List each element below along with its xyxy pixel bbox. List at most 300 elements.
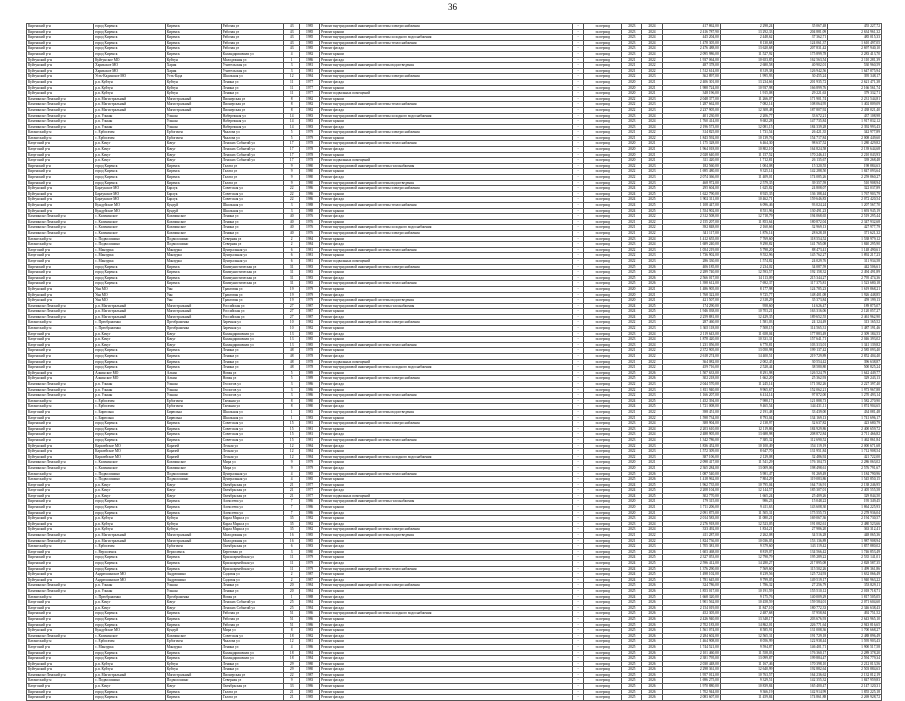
table-cell: 9 325,14 bbox=[720, 169, 774, 175]
table-cell: Советская ул bbox=[221, 437, 284, 443]
table-cell: Новая ул bbox=[221, 594, 284, 600]
table-cell: 1985 bbox=[300, 35, 320, 41]
table-cell: - bbox=[573, 382, 584, 388]
table-cell: за период bbox=[584, 616, 622, 622]
table-cell: за период bbox=[584, 24, 622, 30]
table-cell: за период bbox=[584, 488, 622, 494]
table-cell: за период bbox=[584, 672, 622, 678]
table-cell: Казачинско-Ленский р-н bbox=[27, 588, 94, 594]
table-cell: 7 bbox=[284, 510, 300, 516]
table-cell: 1981 bbox=[300, 421, 320, 427]
table-cell: 174 290,00 bbox=[662, 303, 720, 309]
table-cell: Улькан bbox=[165, 393, 221, 399]
table-cell: за период bbox=[584, 594, 622, 600]
table-cell: 30 455,24 bbox=[774, 74, 828, 80]
table-cell: Качугский р-н bbox=[27, 409, 94, 415]
table-cell: 362 897,00 bbox=[662, 74, 720, 80]
table-cell: город Киренск bbox=[94, 566, 166, 572]
table-cell: Казачинско-Ленский р-н bbox=[27, 460, 94, 466]
table-cell: 114 565,31 bbox=[774, 326, 828, 332]
table-cell: Ремонт внутридомовой инженерной системы водоотведения bbox=[320, 533, 573, 539]
table-cell: Андрюшинское МО bbox=[94, 572, 166, 578]
table-cell: 14 862,01 bbox=[720, 622, 774, 628]
table-cell: 2 286 063,02 bbox=[828, 460, 882, 466]
table-cell: 2023 bbox=[642, 326, 662, 332]
table-cell: 1986 bbox=[300, 186, 320, 192]
table-cell: 2022 bbox=[622, 443, 642, 449]
table-cell: за период bbox=[584, 460, 622, 466]
table-cell: за период bbox=[584, 588, 622, 594]
table-cell: 1981 bbox=[300, 68, 320, 74]
table-cell: 2 347 932,68 bbox=[828, 219, 882, 225]
table-cell: - bbox=[573, 186, 584, 192]
table-cell: 1 721 008,00 bbox=[662, 404, 720, 410]
table-cell: Манзурка bbox=[165, 253, 221, 259]
table-cell: Центральная ул bbox=[221, 471, 284, 477]
table-cell: 1985 bbox=[300, 477, 320, 483]
table-cell: Ремонт внутридомовой инженерной системы теплоснабжения bbox=[320, 437, 573, 443]
table-cell: 1 184 790,96 bbox=[828, 471, 882, 477]
table-cell: 8 bbox=[284, 102, 300, 108]
table-cell: 302 770,00 bbox=[662, 493, 720, 499]
table-cell: Набережная ул bbox=[221, 113, 284, 119]
table-cell: с. Манзурка bbox=[94, 258, 166, 264]
table-cell: Рабочая ул bbox=[221, 622, 284, 628]
table-cell: Геологов ул bbox=[221, 393, 284, 399]
table-cell: Ремонт внутридомовой инженерной системы теплоснабжения bbox=[320, 342, 573, 348]
table-cell: Ербогачен bbox=[165, 398, 221, 404]
table-cell: 2021 bbox=[622, 57, 642, 63]
table-cell: за период bbox=[584, 583, 622, 589]
table-cell: 2026 bbox=[642, 588, 662, 594]
table-cell: город Киренск bbox=[94, 29, 166, 35]
table-cell: 131 008,36 bbox=[774, 628, 828, 634]
table-cell: с. Манзурка bbox=[94, 644, 166, 650]
table-cell: 166 899,76 bbox=[774, 85, 828, 91]
table-cell: город Киренск bbox=[94, 689, 166, 695]
table-cell: 2 120 057,27 bbox=[828, 309, 882, 315]
table-cell: 1 574,82 bbox=[720, 258, 774, 264]
table-cell: 1989 bbox=[300, 376, 320, 382]
table-cell: за период bbox=[584, 40, 622, 46]
table-cell: 2 284 602,00 bbox=[662, 633, 720, 639]
table-cell: 2021 bbox=[622, 365, 642, 371]
table-cell: 2 400 659,72 bbox=[828, 426, 882, 432]
table-cell: 219 729,89 bbox=[774, 354, 828, 360]
table-cell: Куйтунский р-н bbox=[27, 516, 94, 522]
table-cell: 2 327 053,00 bbox=[662, 555, 720, 561]
table-cell: 1 700 668,27 bbox=[828, 628, 882, 634]
table-cell: - bbox=[573, 57, 584, 63]
table-cell: Ремонт внутридомовой инженерной системы электроснабжения bbox=[320, 583, 573, 589]
table-cell: Ремонт крыши bbox=[320, 549, 573, 555]
table-cell: - bbox=[573, 74, 584, 80]
table-cell: город Киренск bbox=[94, 163, 166, 169]
table-cell: р.п. Качуг bbox=[94, 331, 166, 337]
table-cell: - bbox=[573, 230, 584, 236]
table-cell: Ремонт фасада bbox=[320, 656, 573, 662]
table-cell: Геологов ул bbox=[221, 387, 284, 393]
table-cell: 12 bbox=[284, 639, 300, 645]
table-cell: - bbox=[573, 376, 584, 382]
table-cell: 2025 bbox=[622, 628, 642, 634]
table-cell: - bbox=[573, 147, 584, 153]
table-cell: - bbox=[573, 572, 584, 578]
table-cell: 2 566 017,00 bbox=[662, 275, 720, 281]
table-cell: 2020 bbox=[622, 286, 642, 292]
table-cell: Казачинско-Ленский р-н bbox=[27, 309, 94, 315]
table-cell: Береговая ул bbox=[221, 549, 284, 555]
table-cell: 7 bbox=[284, 499, 300, 505]
table-cell: 3 bbox=[284, 203, 300, 209]
table-cell: за период bbox=[584, 555, 622, 561]
table-cell: 121 888,73 bbox=[774, 398, 828, 404]
table-cell: 142 914,99 bbox=[774, 689, 828, 695]
table-cell: за период bbox=[584, 113, 622, 119]
table-cell: Ремонт крыши bbox=[320, 426, 573, 432]
table-cell: р.п. Куйтун bbox=[94, 527, 166, 533]
table-cell: Ремонт крыши bbox=[320, 169, 573, 175]
table-cell: 2021 bbox=[622, 63, 642, 69]
table-cell: с. Бирюлька bbox=[94, 415, 166, 421]
table-cell: 2026 bbox=[642, 611, 662, 617]
table-cell: Чкалова ул bbox=[221, 135, 284, 141]
table-cell: 2023 bbox=[622, 51, 642, 57]
table-cell: Барлукское МО bbox=[94, 191, 166, 197]
table-cell: 2023 bbox=[622, 342, 642, 348]
table-cell: - bbox=[573, 68, 584, 74]
table-cell: Казачинско-Ленский р-н bbox=[27, 124, 94, 130]
table-cell: 215 344,27 bbox=[774, 275, 828, 281]
table-cell: за период bbox=[584, 281, 622, 287]
table-cell: 147 735,84 bbox=[774, 119, 828, 125]
table-cell: 171 901,74 bbox=[774, 96, 828, 102]
table-cell: 9 290,82 bbox=[720, 242, 774, 248]
table-cell: 24 124,49 bbox=[774, 320, 828, 326]
table-cell: Казачинско-Ленский р-н bbox=[27, 303, 94, 309]
table-cell: Улькан bbox=[165, 588, 221, 594]
table-cell: за период bbox=[584, 611, 622, 617]
table-cell: Ремонт крыши bbox=[320, 309, 573, 315]
table-cell: 9 965,67 bbox=[720, 387, 774, 393]
table-cell: 2025 bbox=[642, 482, 662, 488]
table-cell: 27 986,20 bbox=[774, 527, 828, 533]
table-cell: Ленских Событий ул bbox=[221, 600, 284, 606]
table-cell: за период bbox=[584, 326, 622, 332]
table-cell: р.п. Магистральный bbox=[94, 533, 166, 539]
table-cell: Ремонт фасада bbox=[320, 382, 573, 388]
table-cell: Катангский р-н bbox=[27, 242, 94, 248]
table-cell: 40 bbox=[284, 225, 300, 231]
table-cell: Казачинское bbox=[165, 214, 221, 220]
table-cell: за период bbox=[584, 236, 622, 242]
table-cell: Киренск bbox=[165, 264, 221, 270]
table-cell: 329 243,13 bbox=[828, 376, 882, 382]
table-cell: Киренск bbox=[165, 175, 221, 181]
table-cell: 2 212 013,56 bbox=[828, 661, 882, 667]
table-cell: за период bbox=[584, 577, 622, 583]
table-cell: - bbox=[573, 225, 584, 231]
table-cell: 48 bbox=[284, 365, 300, 371]
table-cell: 6 bbox=[284, 544, 300, 550]
table-cell: Куйтунский р-н bbox=[27, 74, 94, 80]
table-cell: Качуг bbox=[165, 342, 221, 348]
table-cell: Ленина ул bbox=[221, 225, 284, 231]
table-cell: Ленских Событий ул bbox=[221, 605, 284, 611]
table-cell: Киренский р-н bbox=[27, 566, 94, 572]
table-cell: 1 598 734,00 bbox=[662, 415, 720, 421]
table-cell: 2021 bbox=[622, 359, 642, 365]
table-cell: 1981 bbox=[300, 639, 320, 645]
table-cell: 2 519 295,44 bbox=[828, 214, 882, 220]
table-cell: за период bbox=[584, 449, 622, 455]
table-cell: 324 786,00 bbox=[662, 583, 720, 589]
table-cell: Подволошино bbox=[165, 236, 221, 242]
table-cell: город Киренск bbox=[94, 505, 166, 511]
table-cell: 20 bbox=[284, 588, 300, 594]
table-cell: Киренск bbox=[165, 354, 221, 360]
table-cell: 2 943 816,65 bbox=[828, 622, 882, 628]
table-cell: 199 137,42 bbox=[774, 348, 828, 354]
table-cell: 2 138,97 bbox=[720, 421, 774, 427]
table-cell: 2025 bbox=[622, 583, 642, 589]
table-cell: 1 915,08 bbox=[720, 91, 774, 97]
table-cell: 2 426 940,00 bbox=[662, 616, 720, 622]
table-cell: 468 972,00 bbox=[662, 180, 720, 186]
table-cell: 2023 bbox=[642, 163, 662, 169]
table-cell: 459 199,13 bbox=[828, 298, 882, 304]
table-cell: Киренск bbox=[165, 24, 221, 30]
table-cell: 2021 bbox=[642, 141, 662, 147]
table-cell: 1978 bbox=[300, 348, 320, 354]
table-cell: 194 068,65 bbox=[774, 214, 828, 220]
table-cell: 11 266,07 bbox=[720, 96, 774, 102]
table-cell: 2026 bbox=[642, 477, 662, 483]
table-cell: 2 129,08 bbox=[720, 454, 774, 460]
table-cell: р.п. Улькан bbox=[94, 387, 166, 393]
table-cell: р.п. Магистральный bbox=[94, 107, 166, 113]
table-cell: Ремонт внутридомовой инженерной системы водоотведения bbox=[320, 63, 573, 69]
table-cell: 134 566,42 bbox=[774, 549, 828, 555]
table-cell: 2021 bbox=[622, 533, 642, 539]
table-cell: Харик bbox=[165, 68, 221, 74]
table-cell: Качуг bbox=[165, 337, 221, 343]
table-cell: 958,60 bbox=[720, 303, 774, 309]
table-cell: Киренск bbox=[165, 421, 221, 427]
table-cell: р.п. Улькан bbox=[94, 124, 166, 130]
table-cell: 9 594,87 bbox=[720, 644, 774, 650]
table-cell: 2020 bbox=[622, 298, 642, 304]
table-cell: город Киренск bbox=[94, 650, 166, 656]
table-cell: 1 744 521,00 bbox=[662, 644, 720, 650]
table-cell: 1 731,54 bbox=[720, 130, 774, 136]
table-cell: 2 155 207,00 bbox=[662, 219, 720, 225]
table-cell: Школьная ул bbox=[221, 415, 284, 421]
table-cell: Ремонт внутридомовой инженерной системы электроснабжения bbox=[320, 24, 573, 30]
table-cell: 2024 bbox=[622, 197, 642, 203]
table-cell: Алкин bbox=[165, 370, 221, 376]
table-cell: за период bbox=[584, 493, 622, 499]
table-cell: Казачинско-Ленский р-н bbox=[27, 214, 94, 220]
table-cell: 8 bbox=[284, 96, 300, 102]
table-cell: Куйтун bbox=[165, 527, 221, 533]
table-cell: Ремонт фасада bbox=[320, 561, 573, 567]
table-cell: Улькан bbox=[165, 124, 221, 130]
table-cell: 2021 bbox=[622, 415, 642, 421]
table-cell: 2 634 961,32 bbox=[828, 29, 882, 35]
table-cell: 1 857 880,02 bbox=[828, 544, 882, 550]
table-cell: 192 882,64 bbox=[774, 667, 828, 673]
table-cell: 177 883,49 bbox=[774, 331, 828, 337]
table-cell: с. Казачинское bbox=[94, 465, 166, 471]
table-cell: - bbox=[573, 588, 584, 594]
table-cell: 11 527,92 bbox=[720, 51, 774, 57]
table-cell: 1976 bbox=[300, 219, 320, 225]
table-cell: 142 355,32 bbox=[774, 678, 828, 684]
table-cell: Казачинско-Ленский р-н bbox=[27, 113, 94, 119]
table-cell: 2023 bbox=[642, 382, 662, 388]
table-cell: 1 781 645,00 bbox=[662, 577, 720, 583]
table-cell: 1986 bbox=[300, 616, 320, 622]
table-cell: 1981 bbox=[300, 258, 320, 264]
table-cell: 2024 bbox=[642, 432, 662, 438]
table-cell: 1983 bbox=[300, 124, 320, 130]
table-cell: 2 528,44 bbox=[720, 365, 774, 371]
table-cell: 2020 bbox=[622, 91, 642, 97]
table-cell: Карла Маркса ул bbox=[221, 527, 284, 533]
table-cell: за период bbox=[584, 370, 622, 376]
table-cell: - bbox=[573, 672, 584, 678]
table-cell: 170 246,41 bbox=[774, 152, 828, 158]
table-cell: 17 bbox=[284, 158, 300, 164]
table-cell: 1 280 429,82 bbox=[828, 141, 882, 147]
table-cell: 2 318,29 bbox=[720, 298, 774, 304]
table-cell: за период bbox=[584, 342, 622, 348]
table-cell: 2 194 730,57 bbox=[828, 516, 882, 522]
table-cell: 2024 bbox=[622, 572, 642, 578]
table-cell: Ремонт подвальных помещений bbox=[320, 91, 573, 97]
table-cell: 2 618 274,00 bbox=[662, 354, 720, 360]
table-cell: 2022 bbox=[642, 533, 662, 539]
table-cell: за период bbox=[584, 191, 622, 197]
table-cell: 392 848,00 bbox=[662, 225, 720, 231]
table-cell: 2021 bbox=[642, 91, 662, 97]
table-cell: 2025 bbox=[642, 197, 662, 203]
table-cell: 1 987 908,94 bbox=[828, 538, 882, 544]
table-cell: 1 746 853,49 bbox=[828, 549, 882, 555]
table-cell: 2 262,08 bbox=[720, 533, 774, 539]
table-cell: Рабочая ул bbox=[221, 35, 284, 41]
table-cell: 185 307,01 bbox=[774, 488, 828, 494]
table-cell: Магистральный bbox=[165, 107, 221, 113]
table-cell: 2 372 905,00 bbox=[662, 348, 720, 354]
table-cell: 31 bbox=[284, 275, 300, 281]
table-cell: 2023 bbox=[642, 74, 662, 80]
table-cell: Лесная ул bbox=[221, 454, 284, 460]
table-cell: 1988 bbox=[300, 203, 320, 209]
table-cell: 2022 bbox=[622, 454, 642, 460]
table-cell: 2020 bbox=[622, 499, 642, 505]
table-cell: Ленина ул bbox=[221, 85, 284, 91]
table-cell: 2 046 393,02 bbox=[828, 337, 882, 343]
table-cell: Галата ул bbox=[221, 180, 284, 186]
table-cell: за период bbox=[584, 124, 622, 130]
table-cell: Манзурка bbox=[165, 644, 221, 650]
table-cell: за период bbox=[584, 639, 622, 645]
table-cell: 379 332,71 bbox=[828, 91, 882, 97]
table-cell: Подволошино bbox=[165, 471, 221, 477]
table-cell: 5 bbox=[284, 370, 300, 376]
table-cell: Качугский р-н bbox=[27, 482, 94, 488]
table-cell: 1982 bbox=[300, 51, 320, 57]
table-cell: Ремонт внутридомовой инженерной системы холодного водоснабжения bbox=[320, 225, 573, 231]
table-cell: Андрюшино bbox=[165, 572, 221, 578]
table-cell: 1 486 905,00 bbox=[662, 286, 720, 292]
table-cell: 387 106,00 bbox=[662, 454, 720, 460]
table-cell: - bbox=[573, 91, 584, 97]
table-cell: 5 bbox=[284, 130, 300, 136]
table-cell: 2024 bbox=[642, 113, 662, 119]
table-cell: 2021 bbox=[622, 354, 642, 360]
table-cell: 1986 bbox=[300, 644, 320, 650]
table-cell: 1980 bbox=[300, 175, 320, 181]
table-cell: Ремонт крыши bbox=[320, 644, 573, 650]
table-cell: 1981 bbox=[300, 253, 320, 259]
table-cell: р.п. Качуг bbox=[94, 600, 166, 606]
table-cell: р.п. Качуг bbox=[94, 684, 166, 690]
table-cell: 2022 bbox=[642, 219, 662, 225]
table-cell: - bbox=[573, 219, 584, 225]
table-cell: р.п. Улькан bbox=[94, 113, 166, 119]
table-cell: Уян bbox=[165, 298, 221, 304]
table-cell: Ленина ул bbox=[221, 219, 284, 225]
table-cell: Казачинско-Ленский р-н bbox=[27, 382, 94, 388]
table-cell: Северная ул bbox=[221, 242, 284, 248]
table-cell: за период bbox=[584, 230, 622, 236]
table-cell: 1 270 493,14 bbox=[828, 393, 882, 399]
table-cell: 2 203 610,00 bbox=[662, 426, 720, 432]
table-cell: Ремонт фасада bbox=[320, 465, 573, 471]
table-cell: Коммунистическая ул bbox=[221, 275, 284, 281]
table-cell: 1985 bbox=[300, 40, 320, 46]
table-cell: Казачинское bbox=[165, 230, 221, 236]
table-cell: 1 705 381,00 bbox=[662, 544, 720, 550]
table-cell: 1984 bbox=[300, 600, 320, 606]
table-cell: 10 bbox=[284, 326, 300, 332]
table-cell: Учительская ул bbox=[221, 63, 284, 69]
table-cell: Казачинское bbox=[165, 633, 221, 639]
table-cell: 201 935,72 bbox=[774, 79, 828, 85]
table-cell: 11 bbox=[284, 561, 300, 567]
page-number: 36 bbox=[448, 2, 457, 12]
table-cell: - bbox=[573, 387, 584, 393]
table-cell: 2024 bbox=[642, 437, 662, 443]
table-cell: 2023 bbox=[642, 102, 662, 108]
table-cell: - bbox=[573, 577, 584, 583]
table-cell: Киренский р-н bbox=[27, 437, 94, 443]
table-cell: 15 bbox=[284, 432, 300, 438]
table-cell: 1983 bbox=[300, 113, 320, 119]
table-cell: 1982 bbox=[300, 320, 320, 326]
table-cell: 396 638,87 bbox=[828, 359, 882, 365]
table-cell: Качуг bbox=[165, 147, 221, 153]
table-cell: 198 498,61 bbox=[774, 465, 828, 471]
table-cell: Галата ул bbox=[221, 689, 284, 695]
table-cell: 11 bbox=[284, 555, 300, 561]
table-cell: - bbox=[573, 331, 584, 337]
table-cell: Ремонт внутридомовой инженерной системы электроснабжения bbox=[320, 527, 573, 533]
table-cell: 25 362,93 bbox=[774, 376, 828, 382]
